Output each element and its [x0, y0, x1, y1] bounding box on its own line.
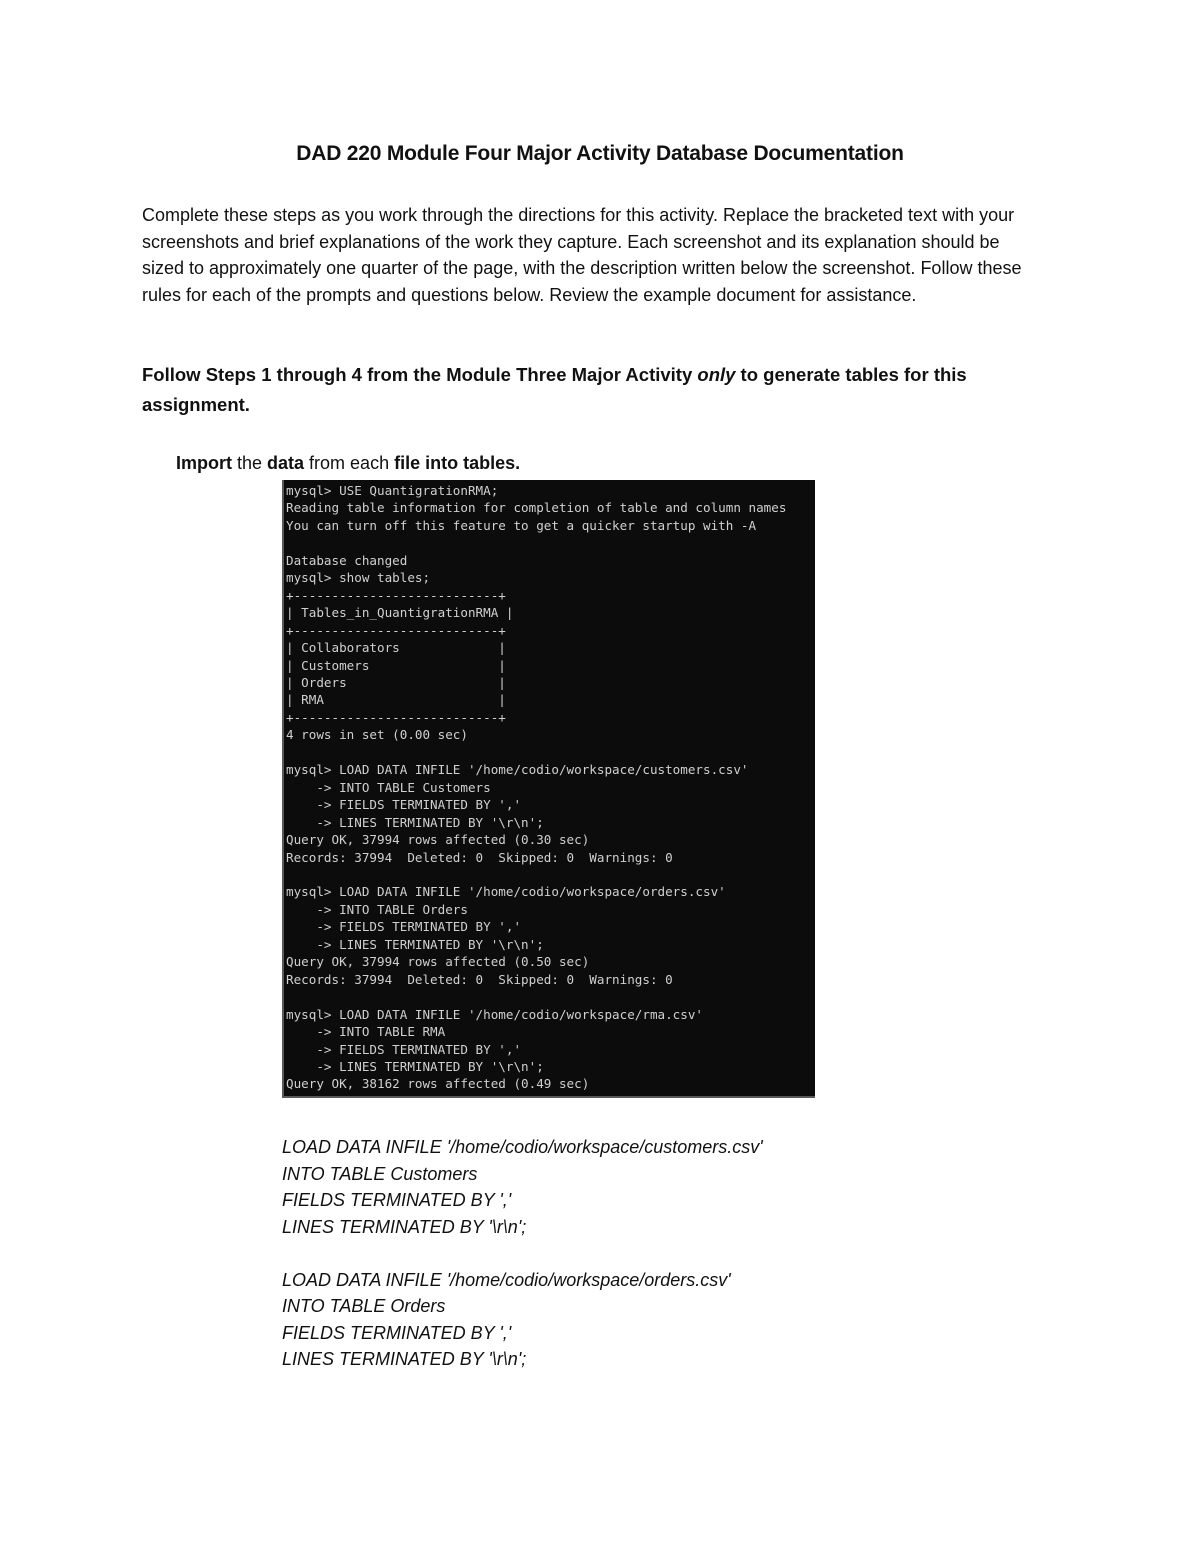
terminal-line: -> FIELDS TERMINATED BY ',': [286, 919, 522, 935]
step-heading-after: to generate tables for this assignment.: [142, 364, 967, 415]
document-title: DAD 220 Module Four Major Activity Database Documentation: [296, 142, 904, 165]
code-line: INTO TABLE Orders: [282, 1296, 446, 1316]
terminal-line: | Tables_in_QuantigrationRMA |: [286, 605, 514, 621]
terminal-line: Query OK, 37994 rows affected (0.30 sec): [286, 832, 590, 848]
code-line: INTO TABLE Customers: [282, 1163, 478, 1184]
terminal-line: -> FIELDS TERMINATED BY ',': [286, 1041, 522, 1057]
code-line: LOAD DATA INFILE '/home/codio/workspace/customers.csv': [282, 1137, 763, 1157]
terminal-line: mysql> LOAD DATA INFILE '/home/codio/workspace/customers.csv': [286, 762, 749, 778]
import-text-1: the: [232, 453, 268, 473]
terminal-line: mysql> USE QuantigrationRMA;: [286, 483, 499, 498]
import-bold-2: data: [267, 453, 305, 473]
code-line: LINES TERMINATED BY '\r\n';: [282, 1216, 527, 1237]
terminal-line: -> FIELDS TERMINATED BY ',': [286, 797, 522, 813]
intro-text: Complete these steps as you work through the directions for this activity. Replace the bracketed text with your screenshots and brief explanations of the work they capture. Each screenshot and its explanation should be sized to approximately one quarter of the page, with the description written below the screenshot. Follow these rules for each of the prompts and questions below. Review the example document for assistance.: [142, 205, 1022, 305]
code-block-gap: [282, 1240, 763, 1267]
terminal-screenshot: [282, 480, 815, 1098]
import-instruction: [176, 450, 520, 476]
terminal-line: mysql> show tables;: [286, 570, 431, 586]
terminal-line: 4 rows in set (0.00 sec): [286, 727, 468, 743]
terminal-line: -> INTO TABLE Customers: [286, 779, 491, 795]
terminal-line: You can turn off this feature to get a quicker startup with -A: [286, 517, 757, 533]
terminal-line: -> INTO TABLE RMA: [286, 1024, 446, 1040]
intro-paragraph: [142, 202, 1042, 308]
terminal-line: Query OK, 37994 rows affected (0.50 sec): [286, 954, 590, 970]
terminal-line: -> INTO TABLE Orders: [286, 901, 468, 917]
sql-code-listing: [282, 1134, 763, 1373]
import-text-2: from each: [304, 453, 395, 473]
terminal-line: | RMA |: [286, 692, 506, 708]
code-line: LOAD DATA INFILE '/home/codio/workspace/orders.csv': [282, 1269, 731, 1290]
terminal-line: mysql> LOAD DATA INFILE '/home/codio/workspace/orders.csv': [286, 884, 726, 900]
step-heading-before: Follow Steps 1 through 4 from the Module Three Major Activity: [142, 364, 698, 385]
terminal-line: -> LINES TERMINATED BY '\r\n';: [286, 936, 544, 952]
import-bold-1: Import: [176, 453, 232, 473]
terminal-line: | Orders |: [286, 674, 506, 690]
step-heading-emphasis: only: [697, 364, 736, 385]
terminal-line: +---------------------------+: [286, 709, 506, 725]
terminal-line: mysql> LOAD DATA INFILE '/home/codio/workspace/rma.csv': [286, 1006, 704, 1022]
code-line: FIELDS TERMINATED BY ',': [282, 1190, 512, 1210]
terminal-line: Records: 37994 Deleted: 0 Skipped: 0 Warnings: 0: [286, 971, 673, 987]
terminal-line: Query OK, 38162 rows affected (0.49 sec): [286, 1076, 590, 1092]
terminal-output: [284, 480, 815, 1093]
terminal-line: Database changed: [286, 552, 408, 568]
terminal-line: -> LINES TERMINATED BY '\r\n';: [286, 1058, 544, 1074]
import-bold-3: file into tables.: [394, 453, 521, 473]
terminal-line: -> LINES TERMINATED BY '\r\n';: [286, 814, 544, 830]
terminal-line: | Customers |: [286, 657, 506, 673]
code-line: LINES TERMINATED BY '\r\n';: [282, 1349, 527, 1369]
terminal-line: +---------------------------+: [286, 622, 506, 638]
terminal-line: +---------------------------+: [286, 587, 506, 603]
terminal-line: Reading table information for completion of table and column names: [286, 500, 787, 516]
step-heading: [142, 360, 1042, 420]
code-line: FIELDS TERMINATED BY ',': [282, 1322, 512, 1343]
terminal-line: | Collaborators |: [286, 640, 506, 656]
terminal-line: Records: 37994 Deleted: 0 Skipped: 0 Warnings: 0: [286, 849, 673, 865]
